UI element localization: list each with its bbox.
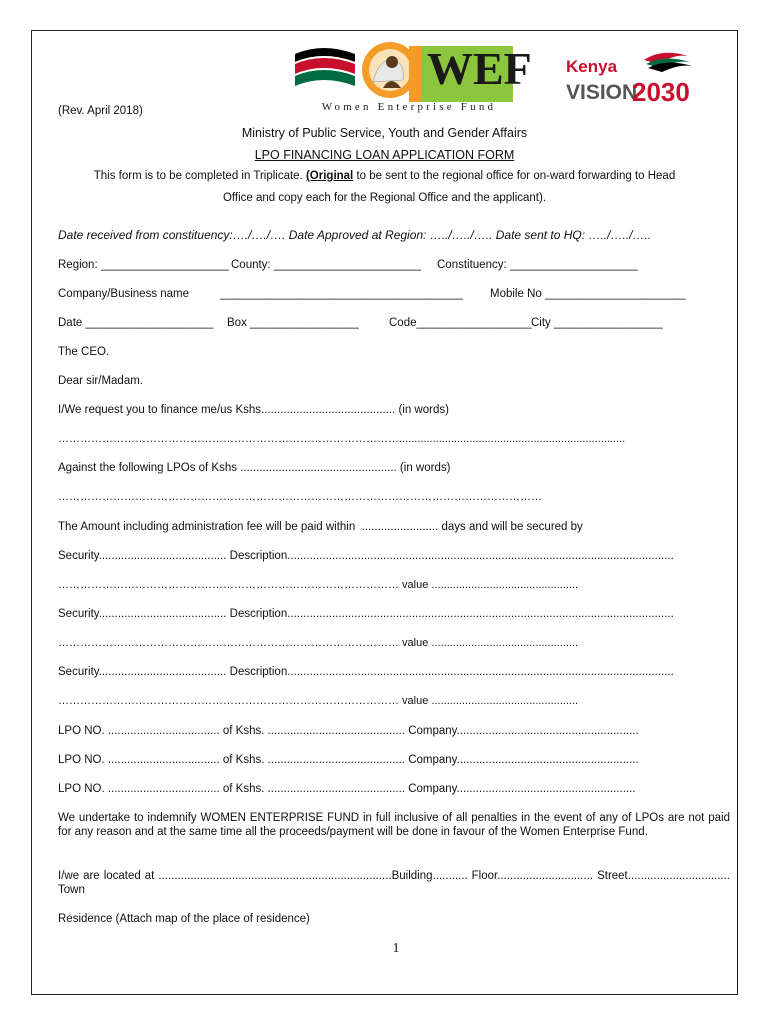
indemnity-paragraph: We undertake to indemnify WOMEN ENTERPRISE FUND in full inclusive of all penalties in the event of any of LPOs are not paid for any reason and at the same time all the proceeds/payment will be done in favour of the Women Enterprise Fund.	[58, 812, 730, 838]
city-field[interactable]: City _________________	[531, 317, 663, 329]
security-2-line[interactable]: Security........................................ Description.........................................................................................................................	[58, 608, 674, 620]
county-field[interactable]: County: _______________________	[231, 259, 421, 271]
repayment-terms-line[interactable]: The Amount including administration fee will be paid within ........................ days and will be secured by	[58, 521, 583, 533]
security-1-value-line[interactable]: ………………………………………………………………………………… value ................................................	[58, 579, 579, 591]
wef-caption: Women Enterprise Fund	[321, 101, 497, 113]
security-3-value-line[interactable]: ………………………………………………………………………………… value ................................................	[58, 695, 579, 707]
instructions-line-1: This form is to be completed in Triplicate. (Original to be sent to the regional office for on-ward forwarding to Head	[93, 170, 676, 182]
code-field[interactable]: Code__________________	[389, 317, 532, 329]
mobile-field[interactable]: Mobile No ______________________	[490, 288, 686, 300]
greeting: Dear sir/Madam.	[58, 375, 143, 387]
company-label: Company/Business name	[58, 288, 190, 300]
date-field[interactable]: Date ____________________	[58, 317, 214, 329]
kenya-text: Kenya	[566, 57, 618, 76]
wef-logo-text: WEF	[427, 43, 532, 94]
kenya-flag-icon	[295, 48, 355, 86]
region-field[interactable]: Region: ____________________	[58, 259, 229, 271]
security-1-line[interactable]: Security........................................ Description.........................................................................................................................	[58, 550, 674, 562]
instructions-line-2: Office and copy each for the Regional Office and the applicant).	[222, 192, 547, 204]
residence-line: Residence (Attach map of the place of residence)	[58, 913, 310, 925]
finance-request-line[interactable]: I/We request you to finance me/us Kshs.......................................... (in words)	[58, 404, 449, 416]
year-2030-text: 2030	[632, 77, 690, 107]
lpo-row-2[interactable]: LPO NO. ................................... of Kshs. ........................................... Company.........................................................	[58, 754, 639, 766]
lpo-amount-line[interactable]: Against the following LPOs of Kshs ................................................. (in words)	[58, 462, 451, 474]
security-2-value-line[interactable]: ………………………………………………………………………………… value ................................................	[58, 637, 579, 649]
finance-request-words[interactable]: …………………………………………………………………………………..........................................................................	[58, 433, 626, 445]
ceo-salutation: The CEO.	[58, 346, 110, 358]
location-paragraph[interactable]: I/we are located at .........................................................................Building........... Floor.............................. Street................................ Town	[58, 870, 730, 896]
constituency-field[interactable]: Constituency: ____________________	[437, 259, 638, 271]
form-title: LPO FINANCING LOAN APPLICATION FORM	[254, 148, 515, 162]
page-number: 1	[392, 941, 400, 956]
company-field[interactable]: ______________________________________	[220, 288, 464, 300]
lpo-amount-words[interactable]: ……………………………………………………………………………………………………………………	[58, 491, 542, 503]
vision-text: VISION	[566, 81, 638, 104]
revision-label: (Rev. April 2018)	[58, 105, 143, 117]
dates-line: Date received from constituency:…./…./…. Date Approved at Region: …../…../….. Date sent to HQ: …../…../…..	[58, 228, 652, 242]
flag-ribbon-icon	[644, 53, 692, 72]
security-3-line[interactable]: Security........................................ Description.........................................................................................................................	[58, 666, 674, 678]
lpo-row-1[interactable]: LPO NO. ................................... of Kshs. ........................................... Company.........................................................	[58, 725, 639, 737]
box-field[interactable]: Box _________________	[227, 317, 359, 329]
lpo-row-3[interactable]: LPO NO. ................................... of Kshs. ........................................... Company........................................................	[58, 783, 636, 795]
ministry-title: Ministry of Public Service, Youth and Gender Affairs	[241, 126, 528, 140]
